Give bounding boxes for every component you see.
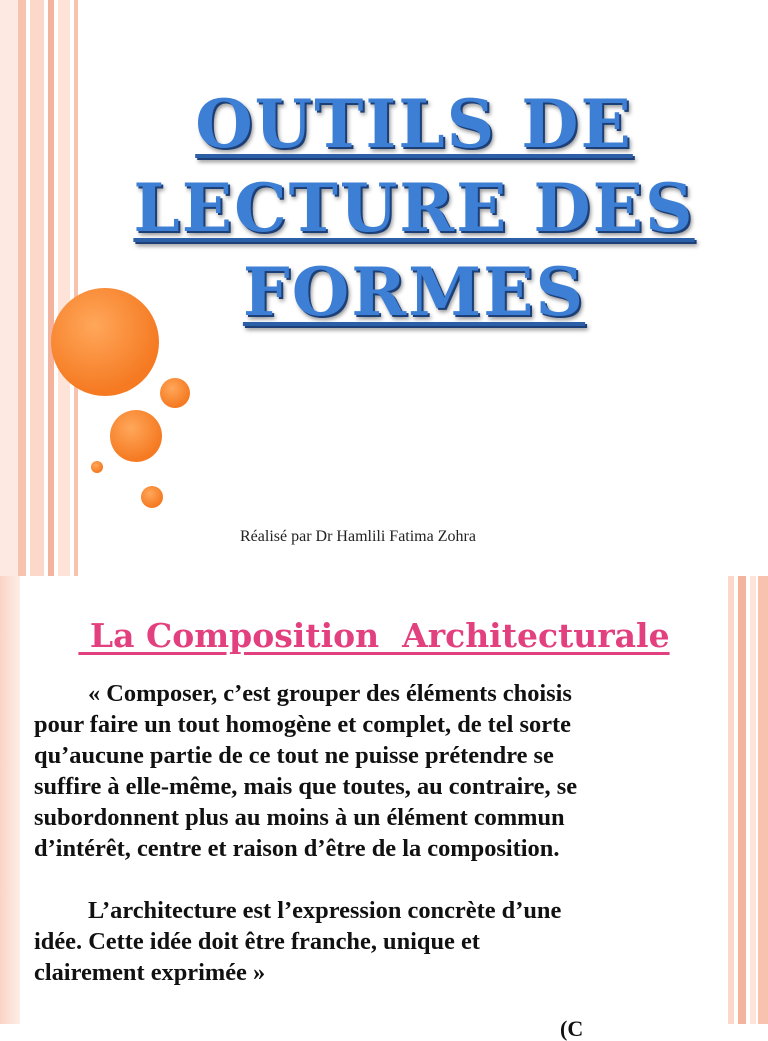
stripe xyxy=(738,576,746,1024)
author-credit: Réalisé par Dr Hamlili Fatima Zohra xyxy=(240,528,476,545)
stripe xyxy=(750,576,756,1024)
quote-line: suffire à elle-même, mais que toutes, au contraire, se xyxy=(34,773,578,800)
decorative-circle xyxy=(160,378,190,408)
stripe xyxy=(0,0,18,576)
paragraph-gap xyxy=(34,864,724,895)
quote-line: clairement exprimée » xyxy=(34,959,266,986)
quote-line: d’intérêt, centre et raison d’être de la composition. xyxy=(34,835,560,862)
title-line: FORMES xyxy=(242,253,586,331)
section-heading: La Composition Architecturale xyxy=(78,616,670,655)
right-border-stripes xyxy=(728,576,768,1024)
decorative-circle xyxy=(141,486,163,508)
content-slide xyxy=(0,576,768,1041)
citation-cutoff: (C xyxy=(560,1016,584,1041)
slide-title xyxy=(60,82,768,334)
stripe xyxy=(18,0,26,576)
stripe xyxy=(758,576,768,1024)
quote-line: subordonnent plus au moins à un élément commun xyxy=(34,804,565,831)
title-line: LECTURE DES xyxy=(133,169,695,247)
quote-line: « Composer, c’est grouper des éléments choisis xyxy=(88,680,572,707)
stripe xyxy=(30,0,44,576)
title-line: OUTILS DE xyxy=(195,85,633,163)
quote-line: idée. Cette idée doit être franche, unique et xyxy=(34,928,480,955)
stripe xyxy=(48,0,54,576)
stripe xyxy=(728,576,734,1024)
quote-line: L’architecture est l’expression concrète d’une xyxy=(88,897,562,924)
quote-line: qu’aucune partie de ce tout ne puisse prétendre se xyxy=(34,742,554,769)
left-border-stripe xyxy=(0,576,20,1024)
quote-body xyxy=(34,678,724,988)
quote-line: pour faire un tout homogène et complet, de tel sorte xyxy=(34,711,571,738)
decorative-circle xyxy=(110,410,162,462)
decorative-circle xyxy=(91,461,103,473)
